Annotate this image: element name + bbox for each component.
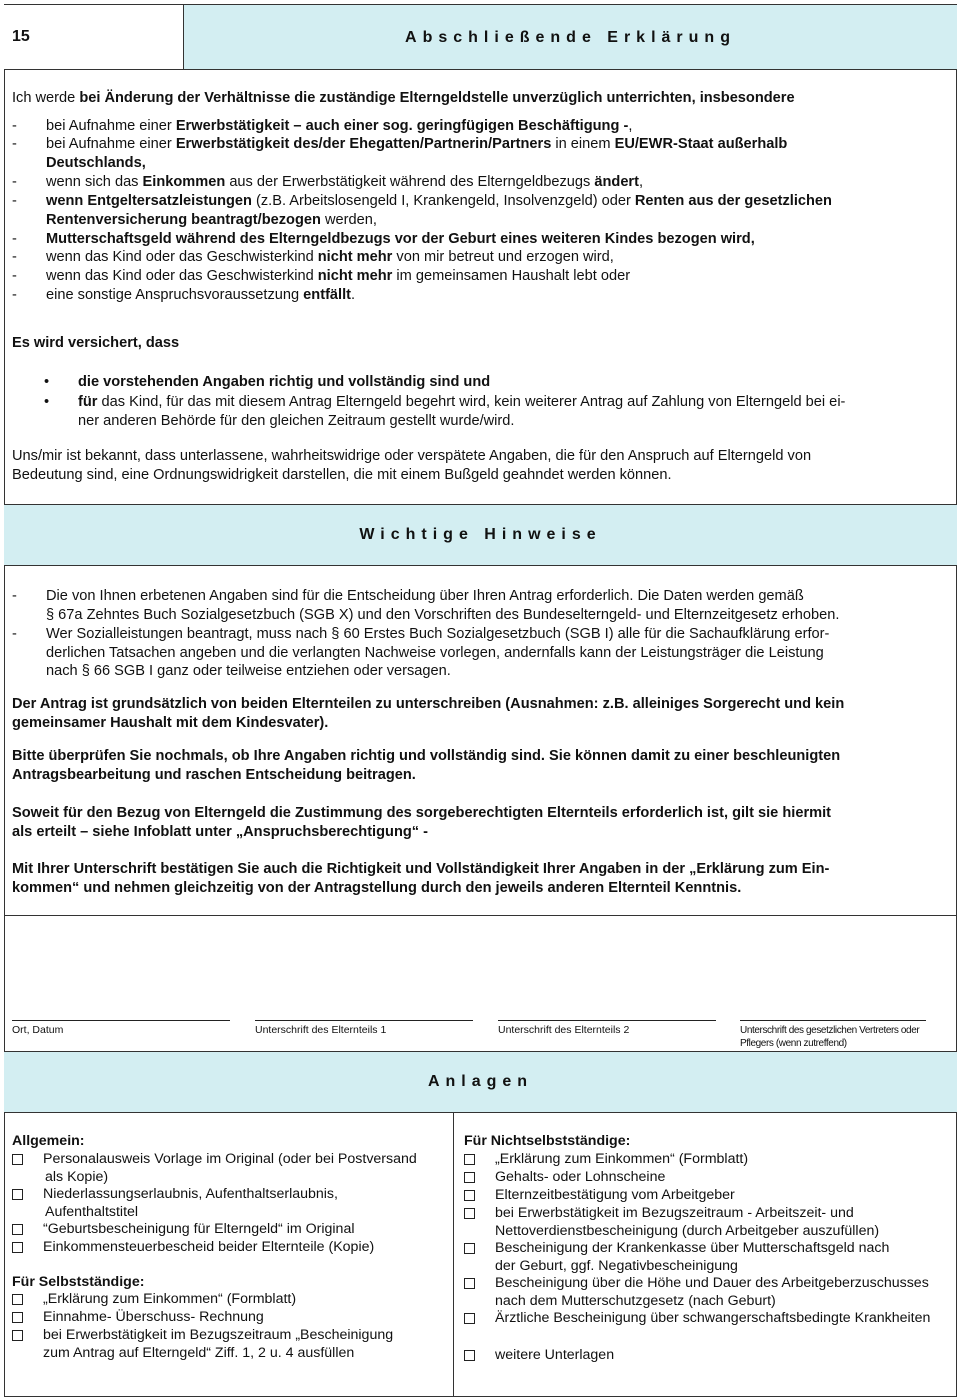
parent1-signature-label: Unterschrift des Elternteils 1	[255, 1024, 387, 1036]
checkbox-item[interactable]: Niederlassungserlaubnis, Aufenthaltserlaubnis, Aufenthaltstitel	[12, 1186, 338, 1221]
list-item: bei Aufnahme einer Erwerbstätigkeit – auch einer sog. geringfügigen Beschäftigung -,	[46, 118, 633, 134]
checkbox-icon[interactable]	[12, 1330, 23, 1341]
checkbox-icon[interactable]	[12, 1224, 23, 1235]
checkbox-item[interactable]: Elternzeitbestätigung vom Arbeitgeber	[464, 1187, 735, 1205]
checkbox-item[interactable]: „Erklärung zum Einkommen“ (Formblatt)	[12, 1291, 296, 1309]
checkbox-icon[interactable]	[464, 1208, 475, 1219]
parent2-signature-line[interactable]	[498, 1020, 716, 1021]
checkbox-icon[interactable]	[12, 1242, 23, 1253]
checkbox-item[interactable]: Bescheinigung der Krankenkasse über Mutterschaftsgeld nach der Geburt, ggf. Negativbescheinigung	[464, 1240, 889, 1275]
bullet-icon: •	[44, 394, 50, 410]
section-header	[4, 4, 957, 70]
checkbox-icon[interactable]	[464, 1154, 475, 1165]
checkbox-item[interactable]: Ärztliche Bescheinigung über schwangerschaftsbedingte Krankheiten	[464, 1310, 930, 1328]
section-number: 15	[4, 5, 184, 69]
parent2-signature-label: Unterschrift des Elternteils 2	[498, 1024, 630, 1036]
checkbox-icon[interactable]	[12, 1312, 23, 1323]
checkbox-item[interactable]: bei Erwerbstätigkeit im Bezugszeitraum „Bescheinigung zum Antrag auf Elterngeld“ Ziff. 1, 2 u. 4 ausfüllen	[12, 1327, 393, 1362]
checkbox-icon[interactable]	[464, 1350, 475, 1361]
checkbox-item[interactable]: Personalausweis Vorlage im Original (oder bei Postversand als Kopie)	[12, 1151, 417, 1186]
checkbox-item[interactable]: Einkommensteuerbescheid beider Elternteile (Kopie)	[12, 1239, 374, 1257]
notes-paragraph: Mit Ihrer Unterschrift bestätigen Sie auch die Richtigkeit und Vollständigkeit Ihrer Angaben in der „Erklärung zum Ein- kommen“ und nehmen gleichzeitig von der Antragstellung durch den jeweils anderen Elternteil Kenntnis.	[12, 861, 830, 896]
parent1-signature-line[interactable]	[255, 1020, 473, 1021]
column-divider	[453, 1112, 454, 1397]
checkbox-item[interactable]: „Erklärung zum Einkommen“ (Formblatt)	[464, 1151, 748, 1169]
checkbox-item[interactable]: weitere Unterlagen	[464, 1347, 614, 1365]
list-item: wenn das Kind oder das Geschwisterkind nicht mehr von mir betreut und erzogen wird,	[46, 249, 614, 265]
checkbox-icon[interactable]	[464, 1278, 475, 1289]
assurance-heading: Es wird versichert, dass	[12, 335, 180, 351]
checkbox-icon[interactable]	[464, 1172, 475, 1183]
guardian-signature-line[interactable]	[740, 1020, 926, 1021]
section-title: Abschließende Erklärung	[405, 29, 736, 46]
list-item: Wer Sozialleistungen beantragt, muss nach § 60 Erstes Buch Sozialgesetzbuch (SGB I) alle für die Sachaufklärung erfor- derlichen Tatsachen angeben und die verlangten Nachweise vorlegen, andernfalls kann der Leistungsträger die Leistung nach § 66 SGB I ganz oder teilweise entziehen oder versagen.	[46, 626, 830, 680]
assurance-item: für das Kind, für das mit diesem Antrag Elterngeld begehrt wird, kein weiterer Antrag auf Zahlung von Elterngeld bei ei- ner anderen Behörde für den gleichen Zeitraum gestellt wurde/wird.	[78, 394, 846, 429]
attachments-title: Anlagen	[427, 1073, 534, 1090]
checkbox-icon[interactable]	[12, 1154, 23, 1165]
place-date-line[interactable]	[12, 1020, 230, 1021]
notes-title: Wichtige Hinweise	[359, 526, 602, 543]
bullet-icon: •	[44, 374, 50, 390]
notes-paragraph: Der Antrag ist grundsätzlich von beiden Elternteilen zu unterschreiben (Ausnahmen: z.B. alleiniges Sorgerecht und kein gemeinsamer Haushalt mit dem Kindesvater).	[12, 696, 845, 731]
checkbox-icon[interactable]	[464, 1313, 475, 1324]
list-item: wenn sich das Einkommen aus der Erwerbstätigkeit während des Elterngeldbezugs ändert,	[46, 174, 644, 190]
guardian-signature-label: Unterschrift des gesetzlichen Vertreters oder Pflegers (wenn zutreffend)	[740, 1025, 920, 1049]
general-heading: Allgemein:	[12, 1133, 85, 1149]
self-employed-heading: Für Selbstständige:	[12, 1274, 145, 1290]
checkbox-item[interactable]: bei Erwerbstätigkeit im Bezugszeitraum - Arbeitszeit- und Nettoverdienstbescheinigung (durch Arbeitgeber auszufüllen)	[464, 1205, 879, 1240]
list-item: wenn das Kind oder das Geschwisterkind nicht mehr im gemeinsamen Haushalt lebt oder	[46, 268, 631, 284]
legal-notice: Uns/mir ist bekannt, dass unterlassene, wahrheitswidrige oder verspätete Angaben, die für den Anspruch auf Elterngeld von Bedeutung sind, eine Ordnungswidrigkeit darstellen, die mit einem Bußgeld geahndet werden können.	[12, 448, 812, 483]
checkbox-item[interactable]: Gehalts- oder Lohnscheine	[464, 1169, 665, 1187]
place-date-label: Ort, Datum	[12, 1024, 64, 1036]
checkbox-icon[interactable]	[464, 1243, 475, 1254]
checkbox-icon[interactable]	[12, 1189, 23, 1200]
list-item: Mutterschaftsgeld während des Elterngeldbezugs vor der Geburt eines weiteren Kindes bezogen wird,	[46, 231, 755, 247]
checkbox-item[interactable]: “Geburtsbescheinigung für Elterngeld“ im Original	[12, 1221, 355, 1239]
list-item: Die von Ihnen erbetenen Angaben sind für die Entscheidung über Ihren Antrag erforderlich. Die Daten werden gemäß § 67a Zehntes Buch Sozialgesetzbuch (SGB X) und den Vorschriften des Bundeselterngeld- und Elternzeitgesetz erhoben.	[46, 588, 840, 623]
attachments-header	[4, 1051, 957, 1113]
checkbox-item[interactable]: Bescheinigung über die Höhe und Dauer des Arbeitgeberzuschusses nach dem Mutterschutzgesetz (nach Geburt)	[464, 1275, 929, 1310]
checkbox-icon[interactable]	[12, 1294, 23, 1305]
checkbox-item[interactable]: Einnahme- Überschuss- Rechnung	[12, 1309, 264, 1327]
notes-paragraph: Bitte überprüfen Sie nochmals, ob Ihre Angaben richtig und vollständig sind. Sie können damit zu einer beschleunigten Antragsbearbeitung und raschen Entscheidung beitragen.	[12, 748, 841, 783]
notes-header	[4, 504, 957, 566]
list-item: eine sonstige Anspruchsvoraussetzung entfällt.	[46, 287, 356, 303]
assurance-item: die vorstehenden Angaben richtig und vollständig sind und	[78, 374, 491, 390]
employed-heading: Für Nichtselbstständige:	[464, 1133, 631, 1149]
list-item: wenn Entgeltersatzleistungen (z.B. Arbeitslosengeld I, Krankengeld, Insolvenzgeld) oder Renten aus der gesetzlichen Rentenversicherung beantragt/bezogen werden,	[46, 193, 832, 228]
signature-area-divider	[4, 915, 957, 916]
intro-statement: Ich werde bei Änderung der Verhältnisse die zuständige Elterngeldstelle unverzüglich unterrichten, insbesondere	[12, 90, 795, 106]
list-item: bei Aufnahme einer Erwerbstätigkeit des/der Ehegatten/Partnerin/Partners in einem EU/EWR-Staat außerhalb Deutschlands,	[46, 136, 788, 171]
checkbox-icon[interactable]	[464, 1190, 475, 1201]
notes-paragraph: Soweit für den Bezug von Elterngeld die Zustimmung des sorgeberechtigten Elternteils erforderlich ist, gilt sie hiermit als erteilt – siehe Infoblatt unter „Anspruchsberechtigung“ -	[12, 805, 832, 840]
